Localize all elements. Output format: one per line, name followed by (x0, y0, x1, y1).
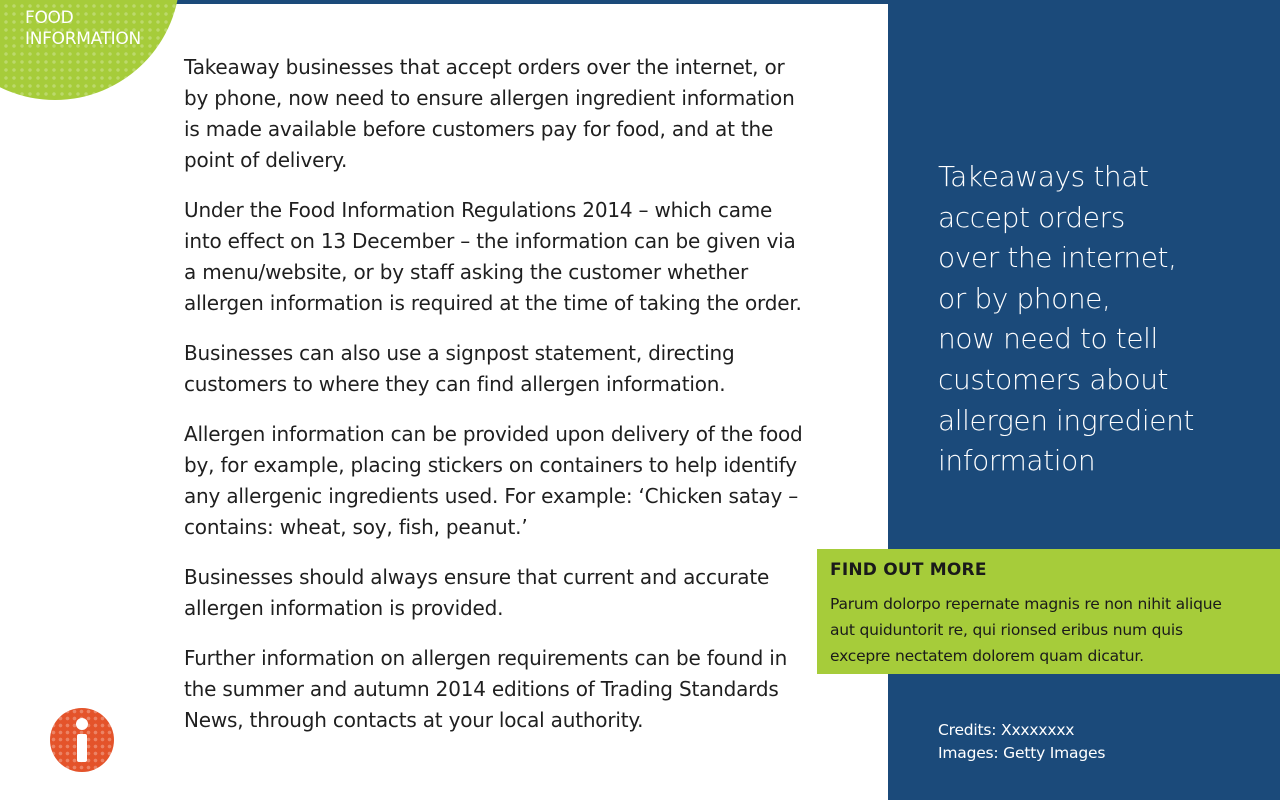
pull-quote-line: Takeaways that (938, 160, 1149, 193)
info-icon-stem (77, 734, 87, 762)
find-out-more-line: aut quiduntorit re, qui rionsed eribus num quis (830, 621, 1183, 639)
article-paragraph: Allergen information can be provided upon delivery of the food by, for example, placing stickers on containers to help identify any allergenic ingredients used. For example: ‘Chicken satay – contains: wheat, soy, fish, peanut.’ (184, 422, 803, 539)
article-body (184, 52, 804, 755)
pull-quote-line: information (938, 444, 1096, 478)
credits-line: Credits: Xxxxxxxx (938, 721, 1075, 739)
find-out-more-line: Parum dolorpo repernate magnis re non nihit alique (830, 595, 1222, 613)
pull-quote-line: over the internet, (938, 241, 1177, 275)
find-out-more-title: FIND OUT MORE (830, 560, 987, 580)
images-credit-line: Images: Getty Images (938, 744, 1106, 762)
pull-quote-line: allergen ingredient (938, 403, 1194, 437)
section-badge-label: FOOD INFORMATION (25, 8, 141, 49)
find-out-more-box (817, 549, 1280, 674)
info-icon-dot (76, 718, 88, 730)
article-paragraph: Businesses should always ensure that current and accurate allergen information is provided. (184, 565, 770, 620)
pull-quote (938, 157, 1258, 482)
article-paragraph: Further information on allergen requirements can be found in the summer and autumn 2014 editions of Trading Standards News, through contacts at your local authority. (184, 646, 788, 732)
pull-quote-line: now need to tell (938, 322, 1158, 356)
article-paragraph: Businesses can also use a signpost statement, directing customers to where they can find allergen information. (184, 341, 735, 396)
find-out-more-body (830, 591, 1270, 669)
pull-quote-line: accept orders (938, 200, 1125, 234)
pull-quote-line: or by phone, (938, 281, 1111, 315)
article-paragraph: Takeaway businesses that accept orders over the internet, or by phone, now need to ensure allergen ingredient information is made available before customers pay for food, and at the point of delivery. (184, 55, 795, 172)
credits-block (938, 719, 1105, 765)
pull-quote-line: customers about (938, 362, 1169, 396)
info-icon (50, 708, 114, 772)
article-paragraph: Under the Food Information Regulations 2014 – which came into effect on 13 December – the information can be given via a menu/website, or by staff asking the customer whether allergen information is required at the time of taking the order. (184, 198, 802, 315)
find-out-more-line: excepre nectatem dolorem quam dicatur. (830, 647, 1144, 665)
